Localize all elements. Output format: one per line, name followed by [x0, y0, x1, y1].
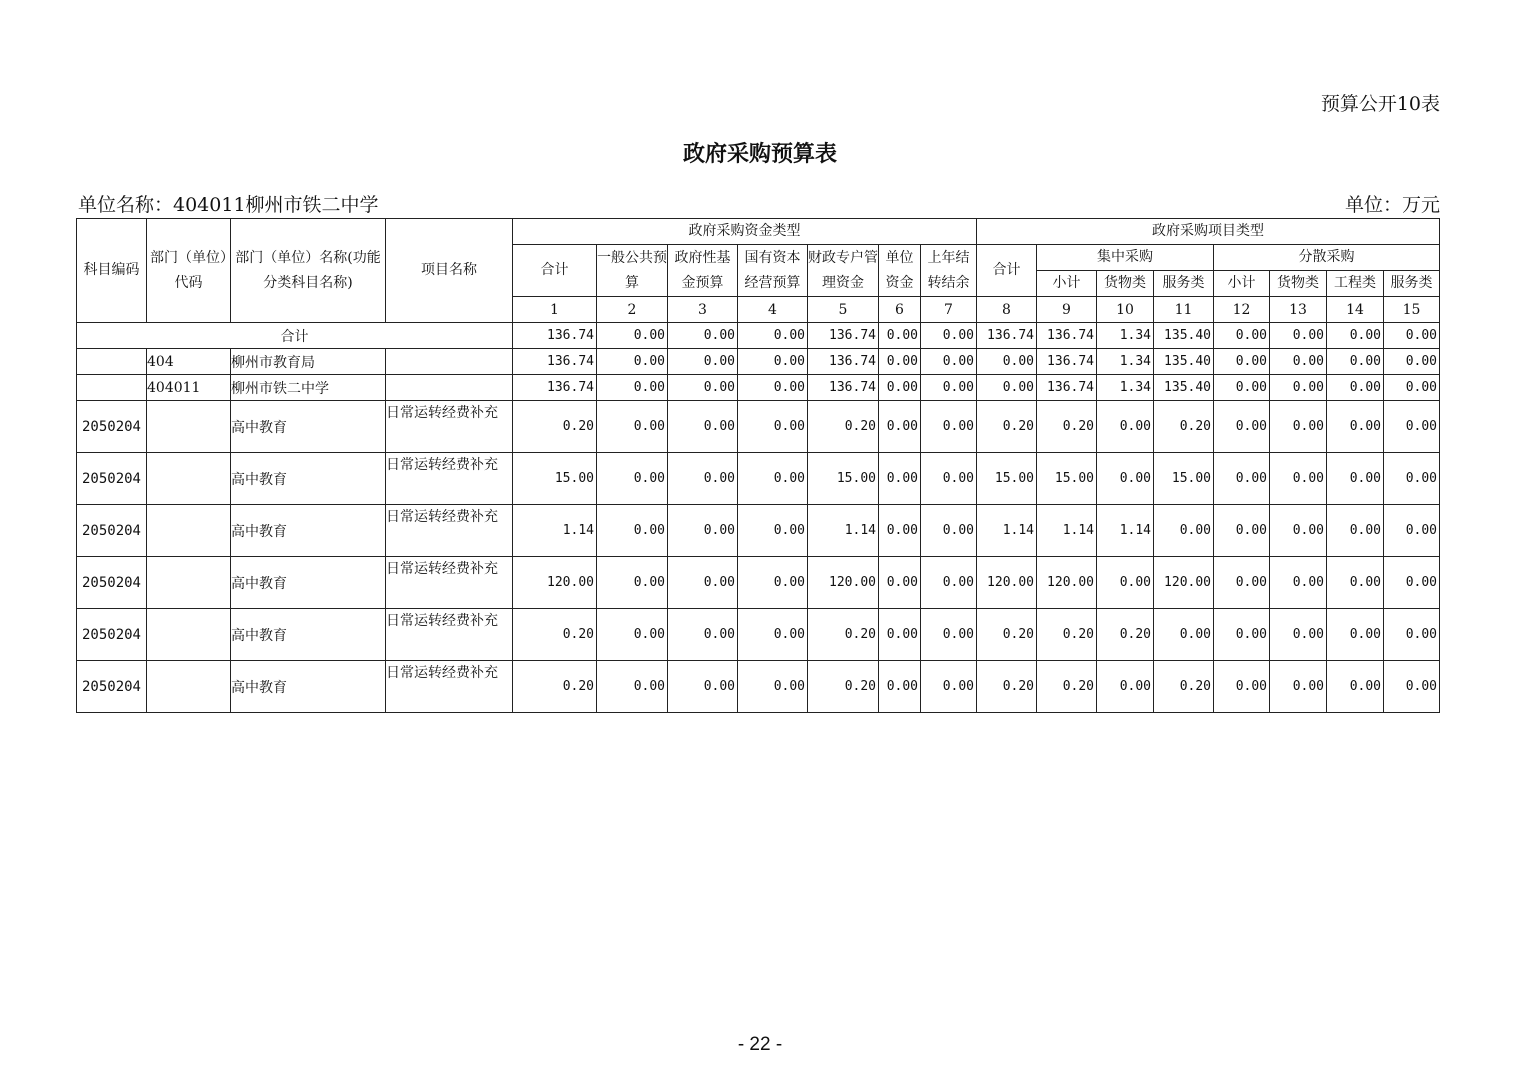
- table-row: [77, 557, 1440, 609]
- dept-row: [77, 375, 1440, 401]
- column-number: 11: [1154, 297, 1214, 323]
- summary-value: 0.00: [921, 323, 977, 349]
- table-cell-value: 0.20: [1037, 661, 1097, 713]
- table-cell-value: 0.00: [738, 661, 808, 713]
- table-header: [77, 219, 1440, 323]
- column-number: 5: [808, 297, 879, 323]
- summary-value: 136.74: [1037, 323, 1097, 349]
- table-cell-value: 0.00: [1270, 661, 1327, 713]
- table-cell-value: 120.00: [1154, 557, 1214, 609]
- table-cell-value: 0.00: [1270, 453, 1327, 505]
- item-dept-code: [147, 453, 231, 505]
- table-cell-value: 0.00: [1384, 453, 1440, 505]
- column-number: 6: [879, 297, 921, 323]
- subject-code: 2050204: [77, 661, 147, 713]
- table-cell-value: 1.14: [513, 505, 597, 557]
- column-number: 15: [1384, 297, 1440, 323]
- table-cell-value: 0.00: [921, 401, 977, 453]
- table-cell-value: 0.00: [597, 661, 668, 713]
- summary-row: [77, 323, 1440, 349]
- table-cell-value: 0.00: [597, 453, 668, 505]
- table-cell-value: 0.00: [879, 661, 921, 713]
- header-project-type-group: 政府采购项目类型: [977, 219, 1440, 245]
- summary-value: 0.00: [1384, 323, 1440, 349]
- header-d-goods: 货物类: [1270, 271, 1327, 297]
- header-proj-total: 合计: [977, 245, 1037, 297]
- dept-name: 柳州市铁二中学: [231, 375, 386, 401]
- header-dept-code: 部门（单位）代码: [147, 219, 231, 323]
- column-number: 13: [1270, 297, 1327, 323]
- table-cell-value: 0.00: [1327, 453, 1384, 505]
- table-cell-value: 0.00: [1097, 557, 1154, 609]
- table-cell-value: 0.00: [921, 661, 977, 713]
- table-cell-value: 0.20: [1097, 609, 1154, 661]
- table-cell-value: 1.34: [1097, 349, 1154, 375]
- table-cell-value: 136.74: [808, 375, 879, 401]
- summary-value: 0.00: [597, 323, 668, 349]
- table-cell-value: 0.00: [879, 609, 921, 661]
- header-subject-code: 科目编码: [77, 219, 147, 323]
- header-c-goods: 货物类: [1097, 271, 1154, 297]
- table-cell-value: 0.20: [1154, 401, 1214, 453]
- column-number: 2: [597, 297, 668, 323]
- table-cell-value: 0.00: [1214, 557, 1270, 609]
- item-dept-name: 高中教育: [231, 557, 386, 609]
- table-cell-value: 0.00: [1270, 375, 1327, 401]
- table-cell-value: 0.20: [977, 609, 1037, 661]
- table-cell-value: 0.00: [738, 375, 808, 401]
- header-fiscal-special: 财政专户管理资金: [808, 245, 879, 297]
- column-number: 14: [1327, 297, 1384, 323]
- summary-value: 0.00: [1327, 323, 1384, 349]
- dept-project: [386, 349, 513, 375]
- summary-value: 0.00: [668, 323, 738, 349]
- table-cell-value: 0.00: [1097, 661, 1154, 713]
- item-dept-name: 高中教育: [231, 505, 386, 557]
- table-cell-value: 0.20: [808, 401, 879, 453]
- summary-value: 136.74: [808, 323, 879, 349]
- table-cell-value: 0.00: [1270, 557, 1327, 609]
- summary-value: 136.74: [977, 323, 1037, 349]
- table-cell-value: 15.00: [1154, 453, 1214, 505]
- table-cell-value: 120.00: [513, 557, 597, 609]
- table-cell-value: 0.00: [879, 401, 921, 453]
- summary-value: 136.74: [513, 323, 597, 349]
- table-cell-value: 0.00: [1214, 349, 1270, 375]
- header-fund-total: 合计: [513, 245, 597, 297]
- table-cell-value: 0.00: [1327, 401, 1384, 453]
- table-cell-value: 0.00: [921, 453, 977, 505]
- page-title: 政府采购预算表: [682, 141, 837, 167]
- header-d-engineering: 工程类: [1327, 271, 1384, 297]
- column-number: 12: [1214, 297, 1270, 323]
- item-dept-code: [147, 401, 231, 453]
- table-cell-value: 0.00: [1327, 375, 1384, 401]
- table-cell-value: 0.00: [668, 609, 738, 661]
- table-cell-value: 0.00: [1384, 349, 1440, 375]
- table-cell-value: 0.00: [1214, 453, 1270, 505]
- table-cell-value: 0.00: [597, 401, 668, 453]
- table-cell-value: 0.00: [1154, 609, 1214, 661]
- header-state-capital: 国有资本经营预算: [738, 245, 808, 297]
- table-row: [77, 505, 1440, 557]
- table-cell-value: 0.00: [738, 401, 808, 453]
- item-dept-code: [147, 505, 231, 557]
- table-cell-value: 0.00: [921, 505, 977, 557]
- table-cell-value: 136.74: [513, 375, 597, 401]
- table-cell-value: 0.00: [1384, 375, 1440, 401]
- table-cell-value: 0.20: [513, 661, 597, 713]
- table-cell-value: 0.00: [668, 453, 738, 505]
- table-cell-value: 0.00: [1384, 661, 1440, 713]
- summary-value: 1.34: [1097, 323, 1154, 349]
- table-cell-value: 0.00: [1097, 401, 1154, 453]
- item-dept-name: 高中教育: [231, 609, 386, 661]
- table-cell-value: 0.00: [668, 349, 738, 375]
- project-name: 日常运转经费补充: [386, 661, 513, 713]
- table-cell-value: 0.00: [597, 505, 668, 557]
- table-cell-value: 0.00: [1214, 401, 1270, 453]
- table-row: [77, 661, 1440, 713]
- table-cell-value: 0.00: [1384, 557, 1440, 609]
- header-c-subtotal: 小计: [1037, 271, 1097, 297]
- table-cell-value: 15.00: [513, 453, 597, 505]
- column-number: 7: [921, 297, 977, 323]
- table-cell-value: 0.00: [921, 609, 977, 661]
- item-dept-code: [147, 609, 231, 661]
- header-dept-name: 部门（单位）名称(功能分类科目名称): [231, 219, 386, 323]
- table-row: [77, 401, 1440, 453]
- dept-name: 柳州市教育局: [231, 349, 386, 375]
- table-cell-value: 0.00: [597, 349, 668, 375]
- table-cell-value: 0.00: [921, 375, 977, 401]
- item-dept-code: [147, 557, 231, 609]
- table-cell-value: 136.74: [1037, 375, 1097, 401]
- table-cell-value: 0.00: [977, 349, 1037, 375]
- table-cell-value: 15.00: [1037, 453, 1097, 505]
- table-cell-value: 0.00: [921, 557, 977, 609]
- table-cell-value: 0.00: [1214, 609, 1270, 661]
- page-number: - 22 -: [737, 1034, 783, 1055]
- project-name: 日常运转经费补充: [386, 401, 513, 453]
- header-fund-type-group: 政府采购资金类型: [513, 219, 977, 245]
- subject-code: 2050204: [77, 609, 147, 661]
- table-cell-value: 0.00: [668, 375, 738, 401]
- table-cell-value: 0.00: [738, 505, 808, 557]
- table-cell-value: 15.00: [808, 453, 879, 505]
- table-cell-value: 0.00: [1384, 609, 1440, 661]
- summary-value: 0.00: [738, 323, 808, 349]
- dept-subject-code: [77, 375, 147, 401]
- table-cell-value: 0.00: [1097, 453, 1154, 505]
- table-cell-value: 0.20: [808, 609, 879, 661]
- table-row: [77, 609, 1440, 661]
- table-cell-value: 0.00: [738, 453, 808, 505]
- summary-label: 合计: [77, 323, 513, 349]
- table-cell-value: 0.00: [1270, 349, 1327, 375]
- column-number: 1: [513, 297, 597, 323]
- table-cell-value: 0.00: [1270, 505, 1327, 557]
- table-cell-value: 1.14: [808, 505, 879, 557]
- table-cell-value: 0.00: [1384, 401, 1440, 453]
- table-cell-value: 0.00: [1214, 505, 1270, 557]
- table-cell-value: 0.00: [879, 375, 921, 401]
- table-cell-value: 0.00: [597, 557, 668, 609]
- table-cell-value: 0.00: [738, 609, 808, 661]
- table-cell-value: 0.20: [1037, 401, 1097, 453]
- table-cell-value: 0.20: [513, 609, 597, 661]
- project-name: 日常运转经费补充: [386, 505, 513, 557]
- subject-code: 2050204: [77, 505, 147, 557]
- table-cell-value: 0.00: [668, 505, 738, 557]
- header-decentralized: 分散采购: [1214, 245, 1440, 271]
- item-dept-name: 高中教育: [231, 401, 386, 453]
- header-d-subtotal: 小计: [1214, 271, 1270, 297]
- table-cell-value: 120.00: [1037, 557, 1097, 609]
- table-cell-value: 135.40: [1154, 375, 1214, 401]
- dept-subject-code: [77, 349, 147, 375]
- subject-code: 2050204: [77, 453, 147, 505]
- header-centralized: 集中采购: [1037, 245, 1214, 271]
- dept-project: [386, 375, 513, 401]
- table-cell-value: 1.14: [977, 505, 1037, 557]
- table-cell-value: 0.20: [977, 401, 1037, 453]
- summary-value: 135.40: [1154, 323, 1214, 349]
- table-cell-value: 0.00: [879, 557, 921, 609]
- subject-code: 2050204: [77, 401, 147, 453]
- table-cell-value: 1.14: [1037, 505, 1097, 557]
- item-dept-name: 高中教育: [231, 661, 386, 713]
- table-cell-value: 120.00: [808, 557, 879, 609]
- item-dept-name: 高中教育: [231, 453, 386, 505]
- table-cell-value: 0.00: [1154, 505, 1214, 557]
- summary-value: 0.00: [1270, 323, 1327, 349]
- header-d-services: 服务类: [1384, 271, 1440, 297]
- table-body: [77, 323, 1440, 713]
- table-cell-value: 0.20: [1037, 609, 1097, 661]
- column-number: 10: [1097, 297, 1154, 323]
- table-cell-value: 136.74: [1037, 349, 1097, 375]
- table-cell-value: 0.00: [1327, 557, 1384, 609]
- table-cell-value: 120.00: [977, 557, 1037, 609]
- table-cell-value: 0.00: [1214, 375, 1270, 401]
- project-name: 日常运转经费补充: [386, 609, 513, 661]
- table-cell-value: 1.14: [1097, 505, 1154, 557]
- table-cell-value: 0.00: [1384, 505, 1440, 557]
- table-cell-value: 0.20: [1154, 661, 1214, 713]
- table-cell-value: 0.00: [668, 661, 738, 713]
- table-cell-value: 0.20: [808, 661, 879, 713]
- column-number: 3: [668, 297, 738, 323]
- table-number-label: 预算公开10表: [1320, 93, 1440, 115]
- table-cell-value: 0.00: [597, 375, 668, 401]
- table-cell-value: 0.00: [738, 349, 808, 375]
- table-cell-value: 0.00: [977, 375, 1037, 401]
- summary-value: 0.00: [1214, 323, 1270, 349]
- table-cell-value: 0.00: [1327, 349, 1384, 375]
- header-carryover: 上年结转结余: [921, 245, 977, 297]
- unit-measure: 单位：万元: [1344, 194, 1440, 216]
- header-project-name: 项目名称: [386, 219, 513, 323]
- table-cell-value: 0.20: [513, 401, 597, 453]
- header-gov-fund: 政府性基金预算: [668, 245, 738, 297]
- table-cell-value: 0.00: [597, 609, 668, 661]
- table-cell-value: 0.00: [921, 349, 977, 375]
- table-row: [77, 453, 1440, 505]
- table-cell-value: 136.74: [808, 349, 879, 375]
- table-cell-value: 0.00: [1270, 401, 1327, 453]
- dept-code: 404011: [147, 375, 231, 401]
- table-cell-value: 0.00: [738, 557, 808, 609]
- column-number: 9: [1037, 297, 1097, 323]
- table-cell-value: 0.20: [977, 661, 1037, 713]
- summary-value: 0.00: [879, 323, 921, 349]
- subject-code: 2050204: [77, 557, 147, 609]
- table-cell-value: 0.00: [1270, 609, 1327, 661]
- table-cell-value: 0.00: [1327, 661, 1384, 713]
- column-number: 8: [977, 297, 1037, 323]
- table-cell-value: 15.00: [977, 453, 1037, 505]
- header-c-services: 服务类: [1154, 271, 1214, 297]
- item-dept-code: [147, 661, 231, 713]
- table-cell-value: 0.00: [879, 505, 921, 557]
- unit-name: 单位名称：404011柳州市铁二中学: [78, 194, 379, 216]
- table-cell-value: 135.40: [1154, 349, 1214, 375]
- table-cell-value: 0.00: [668, 401, 738, 453]
- column-number: 4: [738, 297, 808, 323]
- table-cell-value: 0.00: [879, 453, 921, 505]
- table-cell-value: 0.00: [1327, 609, 1384, 661]
- header-general-public: 一般公共预算: [597, 245, 668, 297]
- table-cell-value: 1.34: [1097, 375, 1154, 401]
- table-cell-value: 0.00: [1214, 661, 1270, 713]
- dept-code: 404: [147, 349, 231, 375]
- table-cell-value: 136.74: [513, 349, 597, 375]
- table-cell-value: 0.00: [668, 557, 738, 609]
- table-cell-value: 0.00: [879, 349, 921, 375]
- header-unit-fund: 单位资金: [879, 245, 921, 297]
- table-cell-value: 0.00: [1327, 505, 1384, 557]
- project-name: 日常运转经费补充: [386, 453, 513, 505]
- dept-row: [77, 349, 1440, 375]
- procurement-budget-table: [76, 218, 1440, 713]
- project-name: 日常运转经费补充: [386, 557, 513, 609]
